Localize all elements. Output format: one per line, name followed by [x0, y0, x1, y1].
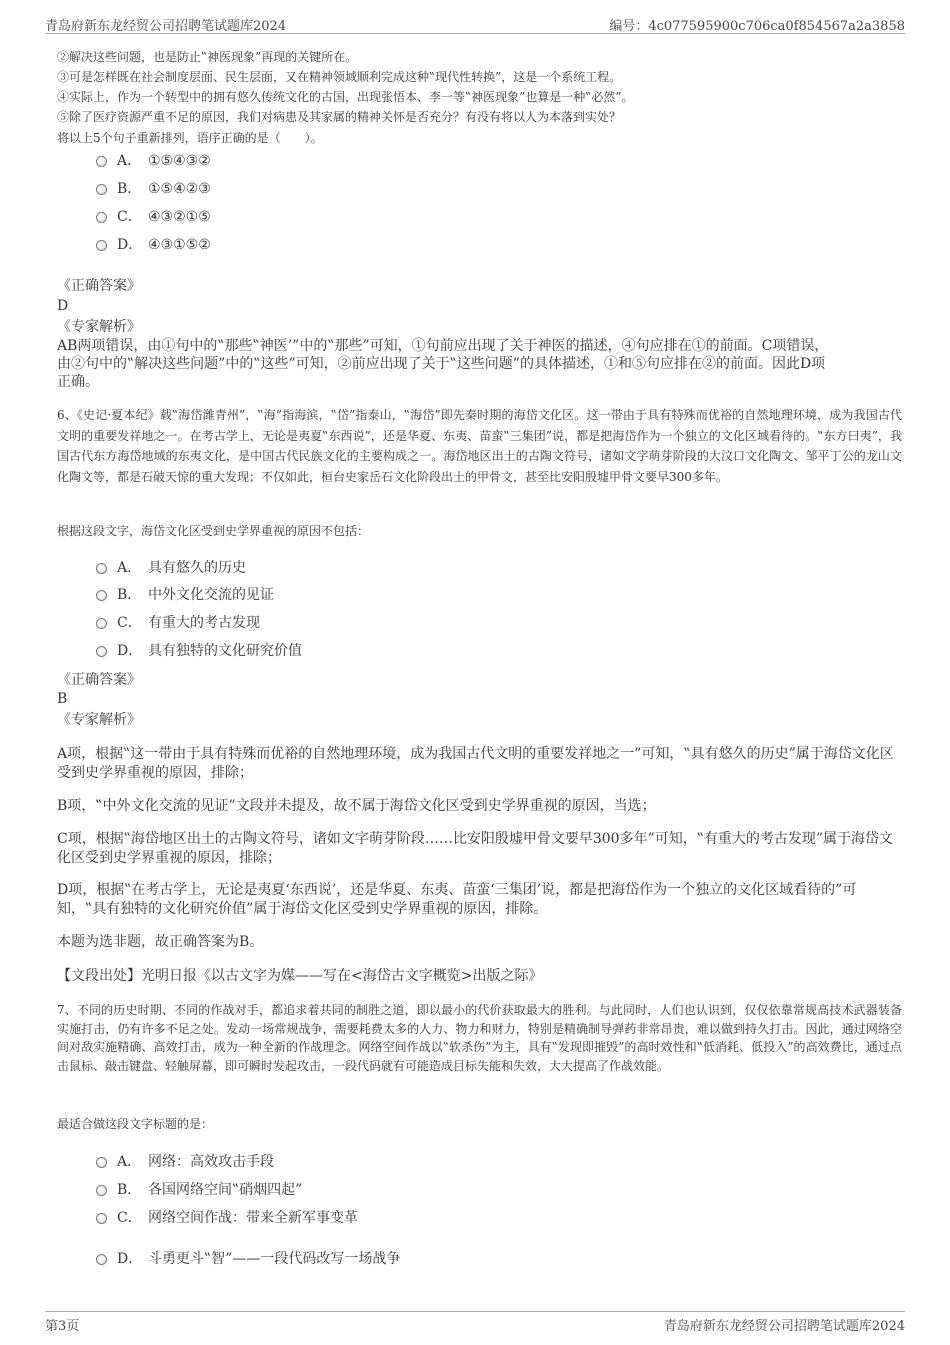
q5-option-d[interactable]: [96, 235, 596, 255]
option-text: ①⑤④②③: [148, 181, 211, 197]
q6-analysis-d: D项，根据‟在考古学上，无论是夷夏‘东西说’，还是华夏、东夷、苗蛮‘三集团’说，都是把海岱作为一个独立的文化区域看待的”可知，‟具有独特的文化研究价值”属于海岱文化区受到史学界重视的原因，排除。: [57, 882, 857, 917]
q6-passage: 6、《史记·夏本纪》载‟海岱潍青州”，‟海”指海滨，‟岱”指泰山，‟海岱”即先秦时期的海岱文化区。这一带由于具有特殊而优裕的自然地理环境，成为我国古代文明的重要发祥地之一。在考古学上，无论是夷夏‟东西说”，还是华夏、东夷、苗蛮‟三集团”说，都是把海岱作为一个独立的文化区域看待的。‟东方曰夷”，我国古代东方海岱地域的东夷文化，是中国古代民族文化的主要构成之一。海岱地区出土的古陶文符号，诸如文字萌芽阶段的大汶口文化陶文、邹平丁公的龙山文化陶文等，都是石破天惊的重大发现；不仅如此，桓台史家岳石文化阶段出土的甲骨文，甚至比安阳殷墟甲骨文要早300多年。: [57, 408, 902, 485]
radio-icon[interactable]: [96, 156, 107, 167]
q6-option-b[interactable]: [96, 585, 596, 605]
radio-icon[interactable]: [96, 1157, 107, 1168]
q6-analysis-c: C项，根据‟海岱地区出土的古陶文符号，诸如文字萌芽阶段……比安阳殷墟甲骨文要早300多年”可知，‟有重大的考古发现”属于海岱文化区受到史学界重视的原因，排除；: [57, 831, 894, 866]
q5-option-c[interactable]: [96, 207, 596, 227]
q7-option-d[interactable]: [96, 1249, 596, 1269]
option-letter: A．: [117, 560, 142, 576]
q5-line-3: ③可是怎样既在社会制度层面、民生层面，又在精神领域顺利完成这种‟现代性转换”，这是一个系统工程。: [57, 70, 622, 84]
q5-answer-label: 《正确答案》: [57, 278, 141, 294]
q5-analysis-line-1: AB两项错误，由①句中的‟那些‟神医’”中的‟那些”可知，①句前应出现了关于神医的描述，④句应排在①的前面。C项错误，: [57, 338, 829, 354]
q6-source: 【文段出处】光明日报《以古文字为媒——写在<海岱古文字概览>出版之际》: [57, 968, 543, 984]
radio-icon[interactable]: [96, 1185, 107, 1196]
q5-answer: D: [57, 298, 69, 314]
q5-analysis-line-3: 正确。: [57, 374, 99, 390]
q5-analysis-line-2: 由②句中的‟解决这些问题”中的‟这些”可知，②前应出现了关于‟这些问题”的具体描述，①和⑤句应排在②的前面。因此D项: [57, 356, 826, 372]
q5-line-4: ④实际上，作为一个转型中的拥有悠久传统文化的古国，出现张悟本、李一等‟神医现象”也算是一种‟必然”。: [57, 90, 634, 104]
option-letter: D．: [117, 643, 143, 659]
option-text: ④③①⑤②: [148, 237, 211, 253]
radio-icon[interactable]: [96, 184, 107, 195]
option-letter: C．: [117, 615, 142, 631]
q6-option-a[interactable]: [96, 558, 596, 578]
option-letter: C．: [117, 1210, 142, 1226]
radio-icon[interactable]: [96, 563, 107, 574]
q6-conclusion: 本题为选非题，故正确答案为B。: [57, 934, 264, 950]
option-letter: D．: [117, 1251, 143, 1267]
option-letter: B．: [117, 1182, 142, 1198]
q5-line-2: ②解决这些问题，也是防止‟神医现象”再现的关键所在。: [57, 50, 358, 64]
page-header: [45, 13, 905, 34]
q6-analysis-label: 《专家解析》: [57, 712, 141, 728]
option-text: 有重大的考古发现: [148, 615, 260, 631]
header-title: 青岛府新东龙经贸公司招聘笔试题库2024: [45, 19, 287, 34]
option-letter: D．: [117, 237, 143, 253]
q6-answer: B: [57, 691, 68, 707]
q5-question: 将以上5个句子重新排列，语序正确的是（ ）。: [57, 131, 323, 145]
radio-icon[interactable]: [96, 1213, 107, 1224]
option-text: 具有独特的文化研究价值: [148, 643, 302, 659]
q5-option-a[interactable]: [96, 151, 596, 171]
radio-icon[interactable]: [96, 646, 107, 657]
q7-option-a[interactable]: [96, 1152, 596, 1172]
radio-icon[interactable]: [96, 618, 107, 629]
option-text: 网络：高效攻击手段: [148, 1154, 274, 1170]
option-text: 斗勇更斗‟智”——一段代码改写一场战争: [148, 1251, 401, 1267]
q5-line-5: ⑤除了医疗资源严重不足的原因，我们对病患及其家属的精神关怀是否充分？有没有将以人为本落到实处？: [57, 110, 622, 124]
page-number: 第3页: [45, 1319, 80, 1334]
q6-question: 根据这段文字，海岱文化区受到史学界重视的原因不包括：: [57, 524, 370, 538]
radio-icon[interactable]: [96, 590, 107, 601]
q5-analysis-label: 《专家解析》: [57, 319, 141, 335]
option-text: ①⑤④③②: [148, 153, 211, 169]
header-serial-number: 编号：4c077595900c706ca0f854567a2a3858: [609, 19, 905, 34]
option-text: 网络空间作战：带来全新军事变革: [148, 1210, 358, 1226]
option-text: 具有悠久的历史: [148, 560, 246, 576]
radio-icon[interactable]: [96, 212, 107, 223]
q7-question: 最适合做这段文字标题的是：: [57, 1117, 214, 1131]
option-letter: B．: [117, 587, 142, 603]
radio-icon[interactable]: [96, 240, 107, 251]
option-letter: A．: [117, 1154, 142, 1170]
footer-title: 青岛府新东龙经贸公司招聘笔试题库2024: [663, 1319, 905, 1334]
q5-option-b[interactable]: [96, 179, 596, 199]
radio-icon[interactable]: [96, 1254, 107, 1265]
option-text: 各国网络空间‟硝烟四起”: [148, 1182, 303, 1198]
option-letter: C．: [117, 209, 142, 225]
option-text: ④③②①⑤: [148, 209, 211, 225]
q7-passage: 7、不同的历史时期、不同的作战对手，都追求着共同的制胜之道，即以最小的代价获取最大的胜利。与此同时，人们也认识到，仅仅依靠常规高技术武器装备实施打击，仍有许多不足之处。发动一场常规战争，需要耗费太多的人力、物力和财力，特别是精确制导弹药非常昂贵，难以做到持久打击。因此，通过网络空间对敌实施精确、高效打击，成为一种全新的作战理念。网络空间作战以‟软杀伤”为主，具有‟发现即摧毁”的高时效性和‟低消耗、低投入”的高效费比，通过点击鼠标、敲击键盘、轻触屏幕，即可瞬时发起攻击，一段代码就有可能造成目标失能和失效，大大提高了作战效能。: [57, 1003, 902, 1073]
q7-option-b[interactable]: [96, 1180, 596, 1200]
q7-option-c[interactable]: [96, 1208, 596, 1228]
option-text: 中外文化交流的见证: [148, 587, 274, 603]
option-letter: B．: [117, 181, 142, 197]
q6-option-d[interactable]: [96, 641, 596, 661]
q6-analysis-b: B项，‟中外文化交流的见证”文段并未提及，故不属于海岱文化区受到史学界重视的原因，当选；: [57, 798, 656, 814]
q6-answer-label: 《正确答案》: [57, 672, 141, 688]
page-footer: [45, 1311, 905, 1334]
option-letter: A．: [117, 153, 142, 169]
q6-analysis-a: A项，根据‟这一带由于具有特殊而优裕的自然地理环境，成为我国古代文明的重要发祥地之一”可知，‟具有悠久的历史”属于海岱文化区受到史学界重视的原因，排除；: [57, 746, 894, 781]
q6-option-c[interactable]: [96, 613, 596, 633]
